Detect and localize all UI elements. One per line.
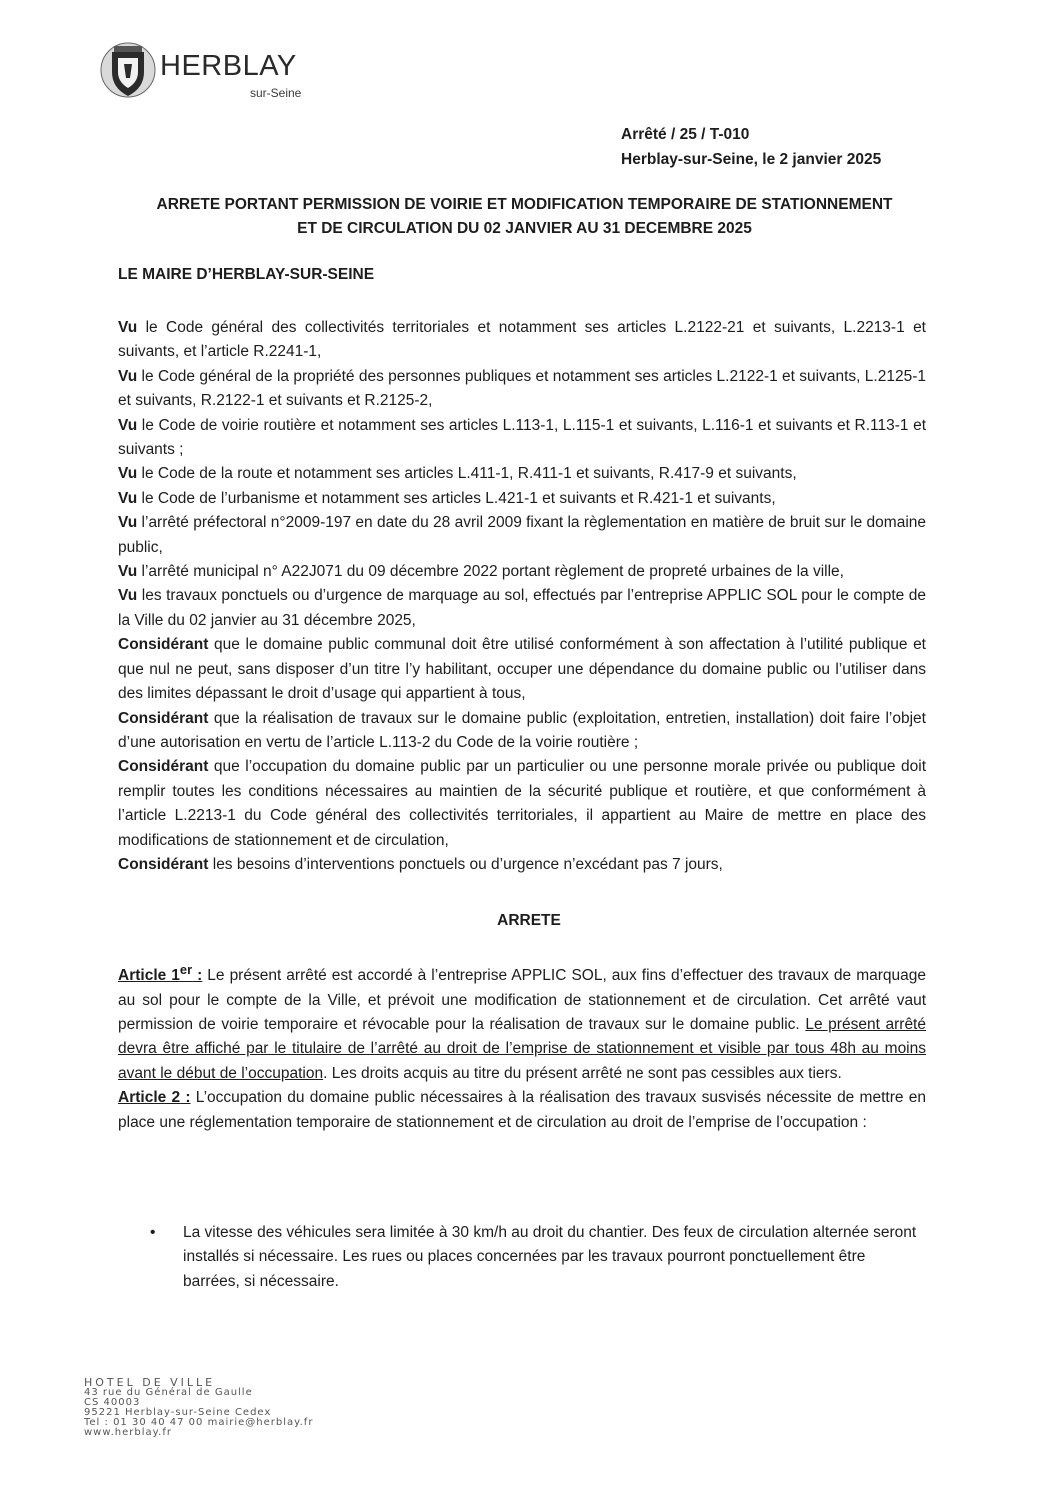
article-1-text-end: . Les droits acquis au titre du présent arrêté ne sont pas cessibles aux tiers.: [323, 1064, 842, 1082]
consideration-lead: Vu: [118, 587, 138, 605]
consideration-item: [118, 755, 926, 853]
arrete-heading: ARRETE: [497, 912, 561, 929]
article-1-text: Le présent arrêté est accordé à l’entreprise APPLIC SOL, aux fins d’effectuer des travaux de marquage au sol pour le compte de la Ville, et prévoit une modification de stationnement et de circulation. Cet arrêté vaut permission de voirie temporaire et révocable pour la réalisation de travaux sur le domaine public.: [118, 967, 926, 1033]
article-1-label-sup: er: [179, 962, 193, 977]
article-1-label: [118, 962, 203, 985]
article-2-label: [118, 1089, 191, 1106]
footer-line: HOTEL DE VILLE: [84, 1376, 216, 1389]
coat-of-arms-icon: [100, 38, 156, 102]
article-1-label-colon: :: [192, 967, 203, 985]
consideration-text: le Code de la route et notamment ses articles L.411-1, R.411-1 et suivants, R.417-9 et suivants,: [137, 465, 797, 483]
article-2-label-colon: :: [180, 1089, 191, 1107]
document-title: [118, 193, 931, 241]
consideration-lead: Vu: [118, 416, 138, 434]
article-1-label-text: Article 1: [118, 967, 180, 985]
consideration-item: [118, 414, 926, 463]
consideration-text: les besoins d’interventions ponctuels ou d’urgence n’excédant pas 7 jours,: [208, 855, 723, 873]
consideration-lead: Vu: [118, 563, 138, 581]
bullet-text: La vitesse des véhicules sera limitée à 30 km/h au droit du chantier. Des feux de circulation alternée seront installés si nécessaire. Les rues ou places concernées par les travaux pourront ponctuellement être barrées, si nécessaire.: [183, 1224, 917, 1290]
articles: [118, 958, 926, 1135]
consideration-text: que l’occupation du domaine public par un particulier ou une personne morale privée ou publique doit remplir toutes les conditions nécessaires au maintien de la sécurité publique et routière, et que conformément à l’article L.2213-1 du Code général des collectivités territoriales, il appartient au Maire de mettre en place des modifications de stationnement et de circulation,: [118, 758, 926, 849]
footer-line: 43 rue du Général de Gaulle: [84, 1387, 253, 1398]
article-1: [118, 958, 926, 1086]
article-2-label-text: Article 2: [118, 1089, 181, 1107]
place-date: Herblay-sur-Seine, le 2 janvier 2025: [621, 151, 882, 168]
consideration-lead: Considérant: [118, 855, 209, 873]
bullet-icon: •: [150, 1224, 156, 1241]
reference-block: [621, 122, 881, 172]
consideration-lead: Vu: [118, 367, 138, 385]
considerations: [118, 316, 926, 877]
logo-subtitle: sur-Seine: [250, 86, 302, 100]
consideration-item: [118, 316, 926, 365]
title-line-2: ET DE CIRCULATION DU 02 JANVIER AU 31 DECEMBRE 2025: [297, 220, 752, 237]
consideration-lead: Vu: [118, 319, 138, 336]
article-2: [118, 1086, 926, 1135]
footer-line: CS 40003: [84, 1397, 141, 1408]
consideration-item: [118, 365, 926, 414]
consideration-lead: Vu: [118, 514, 138, 532]
mayor-heading: LE MAIRE D’HERBLAY-SUR-SEINE: [118, 266, 375, 283]
footer-line: www.herblay.fr: [84, 1427, 172, 1438]
consideration-text: le Code général de la propriété des personnes publiques et notamment ses articles L.2122-1 et suivants, L.2125-1 et suivants, R.2122-1 et suivants et R.2125-2,: [118, 367, 926, 410]
consideration-item: [118, 853, 926, 877]
footer-line: Tel : 01 30 40 47 00 mairie@herblay.fr: [84, 1417, 314, 1428]
consideration-text: le Code de voirie routière et notamment ses articles L.113-1, L.115-1 et suivants, L.116-1 et suivants et R.113-1 et suivants ;: [118, 416, 926, 459]
consideration-lead: Considérant: [118, 636, 209, 654]
consideration-item: [118, 462, 926, 486]
consideration-text: l’arrêté municipal n° A22J071 du 09 décembre 2022 portant règlement de propreté urbaines de la ville,: [137, 563, 844, 581]
consideration-item: [118, 487, 926, 511]
consideration-lead: Considérant: [118, 758, 209, 776]
consideration-text: que le domaine public communal doit être utilisé conformément à son affectation à l’utilité publique et que nul ne peut, sans disposer d’un titre l’y habilitant, occuper une dépendance du domaine public ou l’utiliser dans des limites dépassant le droit d’usage qui appartient à tous,: [118, 636, 926, 703]
consideration-text: que la réalisation de travaux sur le domaine public (exploitation, entretien, installation) doit faire l’objet d’une autorisation en vertu de l’article L.113-2 du Code de la voirie routière ;: [118, 709, 926, 751]
consideration-text: les travaux ponctuels ou d’urgence de marquage au sol, effectués par l’entreprise APPLIC SOL pour le compte de la Ville du 02 janvier au 31 décembre 2025,: [118, 587, 926, 629]
article-1-underlined-text: Le présent arrêté devra être affiché par le titulaire de l’arrêté au droit de l’emprise de stationnement et visible par tous 48h au moins avant le début de l’occupation: [118, 1015, 926, 1082]
consideration-lead: Vu: [118, 489, 138, 507]
logo-name: HERBLAY: [160, 50, 297, 82]
consideration-text: le Code de l’urbanisme et notamment ses articles L.421-1 et suivants et R.421-1 et suivants,: [137, 489, 776, 507]
consideration-item: [118, 560, 926, 584]
footer-address: [84, 1378, 313, 1438]
consideration-item: [118, 707, 926, 756]
consideration-text: le Code général des collectivités territoriales et notamment ses articles L.2122-21 et suivants, L.2213-1 et suivants, et l’article R.2241-1,: [118, 319, 926, 361]
footer-line: 95221 Herblay-sur-Seine Cedex: [84, 1407, 272, 1418]
title-line-1: ARRETE PORTANT PERMISSION DE VOIRIE ET MODIFICATION TEMPORAIRE DE STATIONNEMENT: [156, 196, 893, 213]
decree-reference: Arrêté / 25 / T-010: [621, 126, 750, 143]
consideration-item: [118, 633, 926, 706]
article-2-text: L’occupation du domaine public nécessaires à la réalisation des travaux susvisés nécessite de mettre en place une réglementation temporaire de stationnement et de circulation au droit de l’emprise de l’occupation :: [118, 1089, 926, 1131]
city-logo: [100, 36, 340, 106]
consideration-item: [118, 584, 926, 633]
consideration-text: l’arrêté préfectoral n°2009-197 en date du 28 avril 2009 fixant la règlementation en matière de bruit sur le domaine public,: [118, 514, 926, 556]
consideration-lead: Considérant: [118, 709, 209, 727]
consideration-item: [118, 511, 926, 560]
consideration-lead: Vu: [118, 465, 138, 483]
